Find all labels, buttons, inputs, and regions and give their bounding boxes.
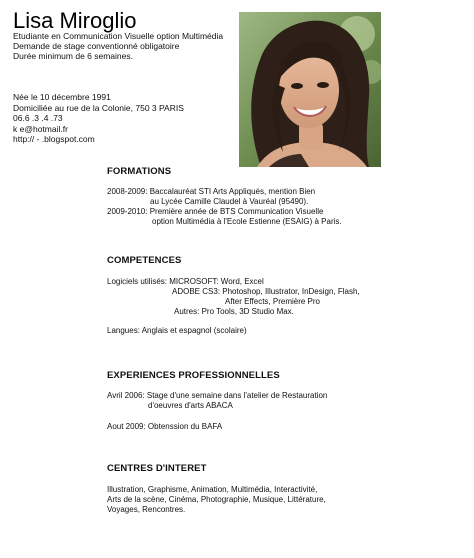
phone: 06.6 .3 .4 .73 xyxy=(13,113,63,123)
formation-line: option Multimédia à l'Ecole Estienne (ESAIG) à Paris. xyxy=(152,217,342,226)
address: Domiciliée au rue de la Colonie, 750 3 PARIS xyxy=(13,102,184,113)
experience-line: d'oeuvres d'arts ABACA xyxy=(148,401,233,410)
languages-line: Langues: Anglais et espagnol (scolaire) xyxy=(107,326,247,335)
experience-line: Aout 2009: Obtenssion du BAFA xyxy=(107,422,223,431)
subtitle-line: Durée minimum de 6 semaines. xyxy=(13,51,133,61)
birth-date: Née le 10 décembre 1991 xyxy=(13,92,111,102)
interets-body xyxy=(107,485,326,515)
contact-block xyxy=(13,92,184,145)
subtitle-line: Demande de stage conventionné obligatoire xyxy=(13,41,180,51)
formations-body xyxy=(107,187,342,227)
interet-line: Voyages, Rencontres. xyxy=(107,505,186,514)
section-title-interets: CENTRES D'INTERET xyxy=(107,463,207,474)
section-title-experiences: EXPERIENCES PROFESSIONNELLES xyxy=(107,370,280,381)
formation-line: au Lycée Camille Claudel à Vauréal (95490). xyxy=(150,197,309,206)
subtitle-line: Etudiante en Communication Visuelle option Multimédia xyxy=(13,31,224,41)
competence-line: Autres: Pro Tools, 3D Studio Max. xyxy=(174,307,294,316)
competences-body xyxy=(107,277,360,317)
formation-line: 2008-2009: Baccalauréat STI Arts Appliqués, mention Bien xyxy=(107,187,316,196)
section-title-formations: FORMATIONS xyxy=(107,166,172,177)
experiences-body xyxy=(107,391,327,411)
interet-line: Illustration, Graphisme, Animation, Multimédia, Interactivité, xyxy=(107,485,318,494)
competence-line: Logiciels utilisés: MICROSOFT: Word, Excel xyxy=(107,277,264,286)
subtitle-block xyxy=(13,31,223,61)
portrait-photo xyxy=(239,12,381,167)
competence-line: ADOBE CS3: Photoshop, Illustrator, InDesign, Flash, xyxy=(172,287,360,296)
formation-line: 2009-2010: Première année de BTS Communication Visuelle xyxy=(107,207,324,216)
email: k e@hotmail.fr xyxy=(13,123,68,134)
section-title-competences: COMPETENCES xyxy=(107,255,182,266)
competence-line: After Effects, Première Pro xyxy=(225,297,320,306)
portrait-illustration xyxy=(239,12,381,167)
candidate-name: Lisa Miroglio xyxy=(13,8,137,33)
blog-url: http:// - .blogspot.com xyxy=(13,134,95,144)
experience-line: Avril 2006: Stage d'une semaine dans l'atelier de Restauration xyxy=(107,391,328,400)
interet-line: Arts de la scène, Cinéma, Photographie, Musique, Littérature, xyxy=(107,495,326,504)
